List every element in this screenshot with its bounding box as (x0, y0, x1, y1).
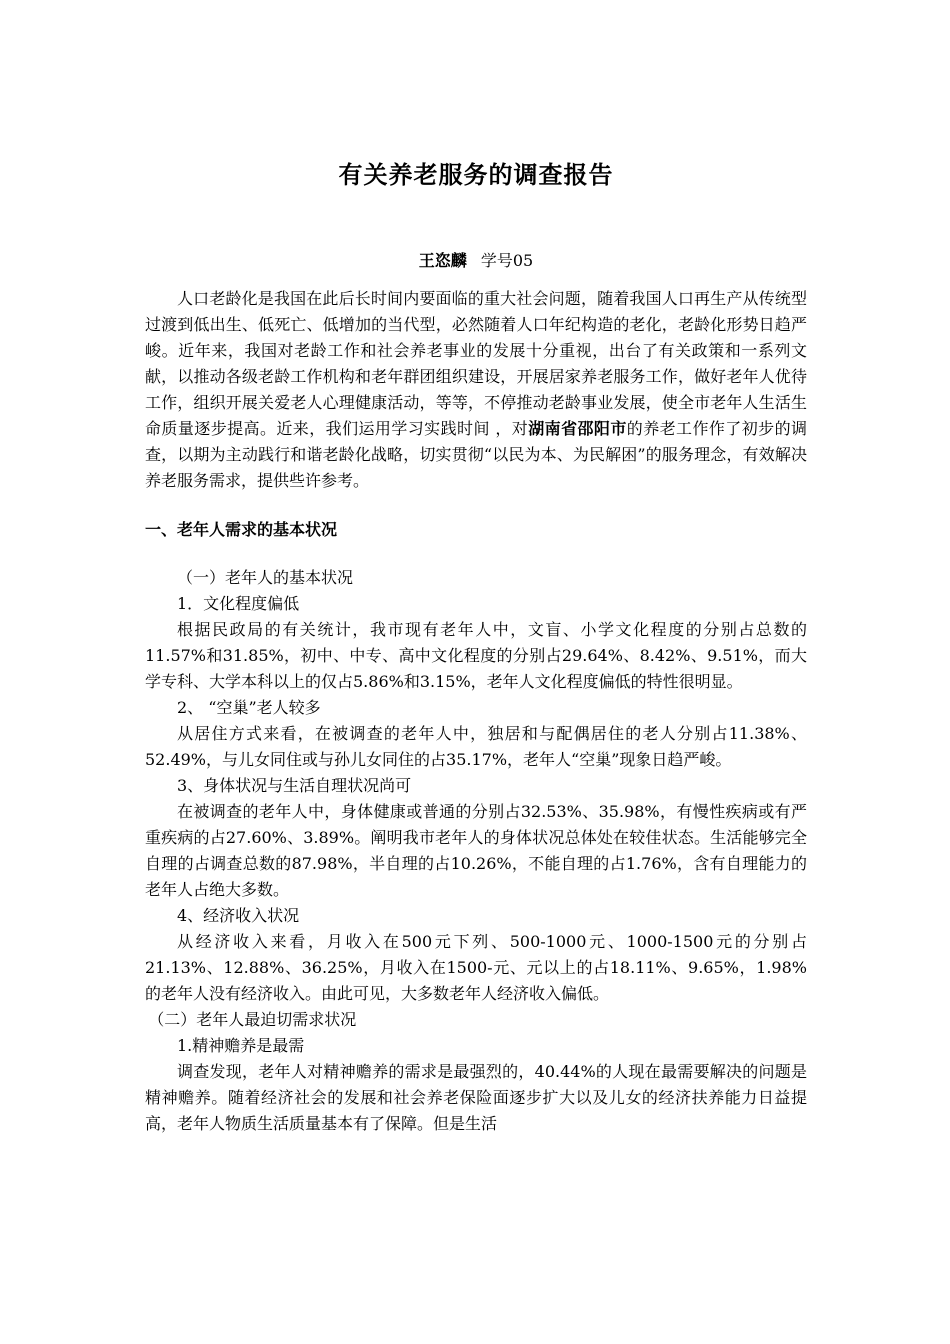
section-heading: 一、老年人需求的基本状况 (145, 520, 338, 539)
item-heading: 1．文化程度偏低 (177, 594, 300, 613)
intro-text-part1: 人口老龄化是我国在此后长时间内要面临的重大社会问题，随着我国人口再生产从传统型过渡到低出生、低死亡、低增加的当代型，必然随着人口年纪构造的老化，老龄化形势日趋严峻。近年来，我国对老龄工作和社会养老事业的发展十分重视，出台了有关政策和一系列文献，以推动各级老龄工作机构和老年群团组织建设，开展居家养老服务工作，做好老年人优待工作，组织开展关爱老人心理健康活动，等等，不停推动老龄事业发展，使全市老年人生活生命质量逐步提高。近来，我们运用学习实践时间 ，对 (145, 289, 807, 438)
author-line (145, 248, 807, 274)
document-content (145, 150, 807, 1137)
subsection-heading: （二）老年人最迫切需求状况 (148, 1010, 357, 1029)
student-id: 学号05 (480, 251, 534, 270)
author-name: 王恣麟 (418, 251, 467, 270)
intro-paragraph (145, 286, 807, 494)
item-paragraph: 从居住方式来看，在被调查的老年人中，独居和与配偶居住的老人分别占11.38%、52.49%，与儿女同住或与孙儿女同住的占35.17%，老年人“空巢”现象日趋严峻。 (145, 724, 807, 769)
item-paragraph: 根据民政局的有关统计，我市现有老年人中，文盲、小学文化程度的分别占总数的11.57%和31.85%，初中、中专、高中文化程度的分别占29.64%、8.42%、9.51%，而大学专科、大学本科以上的仅占5.86%和3.15%，老年人文化程度偏低的特性很明显。 (145, 620, 807, 691)
item-paragraph: 调查发现，老年人对精神赡养的需求是最强烈的，40.44%的人现在最需要解决的问题是精神赡养。随着经济社会的发展和社会养老保险面逐步扩大以及儿女的经济扶养能力日益提高，老年人物质生活质量基本有了保障。但是生活 (145, 1062, 807, 1133)
item-heading: 3、身体状况与生活自理状况尚可 (177, 776, 412, 795)
intro-highlight-location: 湖南省邵阳市 (528, 419, 627, 438)
document-title: 有关养老服务的调查报告 (338, 161, 614, 189)
intro-text-part2: 的养老工作作了初步的调查，以期为主动践行和谐老龄化战略，切实贯彻“以民为本、为民解困”的服务理念，有效解决养老服务需求，提供些许参考。 (145, 419, 807, 490)
subsection-heading: （一）老年人的基本状况 (177, 568, 354, 587)
item-paragraph: 在被调查的老年人中，身体健康或普通的分别占32.53%、35.98%，有慢性疾病或有严重疾病的占27.60%、3.89%。阐明我市老年人的身体状况总体处在较佳状态。生活能够完全自理的占调查总数的87.98%，半自理的占10.26%，不能自理的占1.76%，含有自理能力的老年人占绝大多数。 (145, 802, 807, 899)
item-heading: 1.精神赡养是最需 (177, 1036, 305, 1055)
item-heading: 4、经济收入状况 (177, 906, 300, 925)
item-heading: 2、 “空巢”老人较多 (177, 698, 321, 717)
item-paragraph: 从经济收入来看，月收入在500元下列、500-1000元、1000-1500元的分别占21.13%、12.88%、36.25%，月收入在1500-元、元以上的占18.11%、9.65%，1.98%的老年人没有经济收入。由此可见，大多数老年人经济收入偏低。 (145, 932, 807, 1003)
